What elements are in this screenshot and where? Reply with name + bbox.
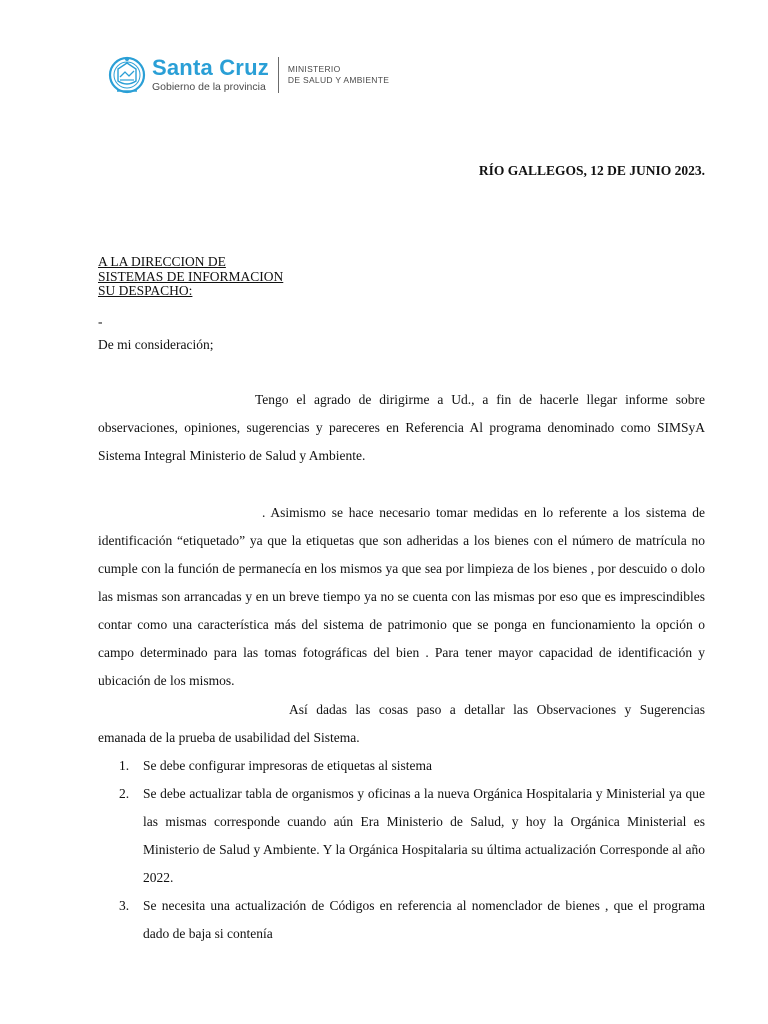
list-item-number: 1. <box>119 758 130 773</box>
brand-block <box>152 54 269 94</box>
greeting: De mi consideración; <box>98 337 214 352</box>
ministry-line-1: MINISTERIO <box>287 64 341 74</box>
recipient-line-1: A LA DIRECCION DE <box>98 254 226 269</box>
list-item <box>98 752 705 780</box>
provincial-seal-icon <box>108 53 146 97</box>
list-item-text: Se debe configurar impresoras de etiquetas al sistema <box>143 758 433 773</box>
separator-dash: - <box>98 314 103 329</box>
paragraph-intro: Tengo el agrado de dirigirme a Ud., a fin de hacerle llegar informe sobre observaciones, opiniones, sugerencias y pareceres en Referencia Al programa denominado como SIMSyA Sistema Integral Ministerio de Salud y Ambiente. <box>98 392 705 463</box>
brand-subtitle: Gobierno de la provincia <box>152 80 266 93</box>
paragraph-labeling: . Asimismo se hace necesario tomar medidas en lo referente a los sistema de identificación “etiquetado” ya que la etiquetas que son adheridas a los bienes con el número de matrícula no cumple con la función de permanecía en los mismos ya que sea por limpieza de los bienes , por descuido o dolo las mismas son arrancadas y en un breve tiempo ya no se cuenta con las mismas por eso que es imprescindibles contar como una característica más del sistema de patrimonio que se ponga en funcionamiento la opción o campo determinado para las tomas fotográficas del bien . Para tener mayor capacidad de identificación y ubicación de los mismos. <box>98 505 705 688</box>
list-item-text: Se necesita una actualización de Códigos en referencia al nomenclador de bienes , que el programa dado de baja si contenía <box>143 898 705 941</box>
ministry-label <box>288 64 389 86</box>
recipient-line-2: SISTEMAS DE INFORMACION <box>98 268 284 284</box>
recipient-block <box>98 255 283 299</box>
list-item <box>98 780 705 892</box>
recipient-line-3: SU DESPACHO: <box>98 283 193 298</box>
list-item-text: Se debe actualizar tabla de organismos y oficinas a la nueva Orgánica Hospitalaria y Ministerial ya que las mismas corresponde cuando aún Era Ministerio de Salud, y hoy la Orgánica Ministerial es Ministerio de Salud y Ambiente. Y la Orgánica Hospitalaria su última actualización Corresponde al año 2022. <box>143 786 705 885</box>
ministry-line-2: DE SALUD Y AMBIENTE <box>287 75 390 85</box>
header-logo <box>108 50 389 100</box>
brand-name: Santa Cruz <box>152 54 269 80</box>
list-item-number: 2. <box>119 786 130 801</box>
header-divider <box>278 57 279 93</box>
list-item-number: 3. <box>119 898 130 913</box>
observations-list <box>98 752 705 948</box>
paragraph-observations: Así dadas las cosas paso a detallar las Observaciones y Sugerencias emanada de la prueba de usabilidad del Sistema. <box>98 702 705 745</box>
list-item <box>98 892 705 948</box>
letter-date: RÍO GALLEGOS, 12 DE JUNIO 2023. <box>478 163 705 178</box>
